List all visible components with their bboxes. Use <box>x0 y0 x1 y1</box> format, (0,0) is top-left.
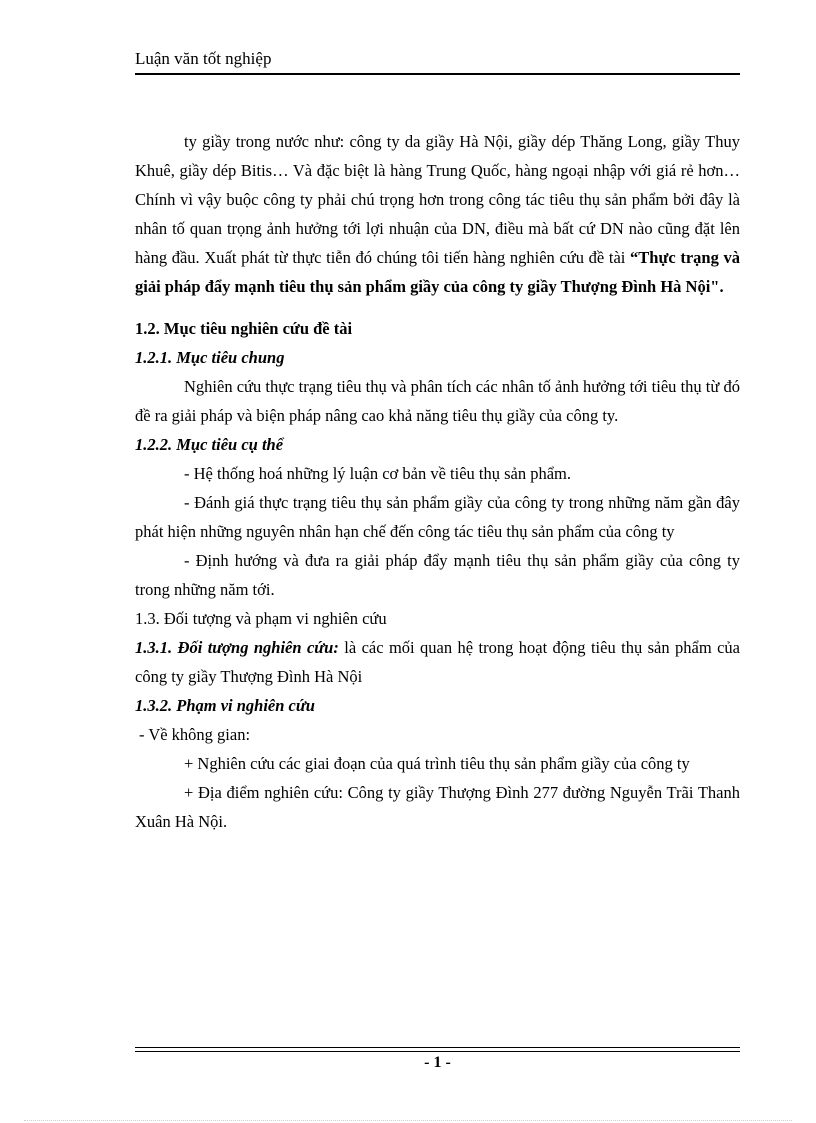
scope-item: + Nghiên cứu các giai đoạn của quá trình tiêu thụ sản phẩm giầy của công ty <box>184 754 690 773</box>
space-scope-label: - Về không gian: <box>139 725 251 744</box>
section-heading-1-2-1: 1.2.1. Mục tiêu chung <box>135 348 285 367</box>
research-subject-paragraph <box>135 633 740 691</box>
section-heading-1-3: 1.3. Đối tượng và phạm vi nghiên cứu <box>135 609 387 628</box>
page-edge-dotted-line <box>24 1120 792 1121</box>
objective-item: - Hệ thống hoá những lý luận cơ bản về tiêu thụ sản phẩm. <box>184 464 572 483</box>
intro-text: ty giầy trong nước như: công ty da giầy Hà Nội, giầy dép Thăng Long, giầy Thuy Khuê, giầy dép Bitis… Và đặc biệt là hàng Trung Quốc, hàng ngoại nhập với giá rẻ hơn… Chính vì vậy buộc công ty phải chú trọng hơn trong công tác tiêu thụ sản phẩm bởi đây là nhân tố quan trọng ảnh hưởng tới lợi nhuận của DN, điều mà bất cứ DN nào cũng đặt lên hàng đầu. Xuất phát từ thực tiễn đó chúng tôi tiến hàng nghiên cứu đề tài <box>135 132 740 267</box>
thesis-topic-title: “Thực trạng và giải pháp đẩy mạnh tiêu thụ sản phẩm giầy của công ty giầy Thượng Đình Hà Nội". <box>135 248 741 296</box>
footer-divider <box>135 1047 740 1052</box>
objective-item: - Định hướng và đưa ra giải pháp đẩy mạnh tiêu thụ sản phẩm giầy của công ty trong những năm tới. <box>135 551 740 599</box>
scope-item: + Địa điểm nghiên cứu: Công ty giầy Thượng Đình 277 đường Nguyễn Trãi Thanh Xuân Hà Nội. <box>135 783 740 831</box>
section-heading-1-2-2: 1.2.2. Mục tiêu cụ thể <box>135 435 284 454</box>
section-heading-1-3-2: 1.3.2. Phạm vi nghiên cứu <box>135 696 315 715</box>
objective-item: - Đánh giá thực trạng tiêu thụ sản phẩm giầy của công ty trong những năm gần đây phát hiện những nguyên nhân hạn chế đến công tác tiêu thụ sản phẩm của công ty <box>135 493 740 541</box>
research-subject-text: là các mối quan hệ trong hoạt động tiêu thụ sản phẩm của công ty giầy Thượng Đình Hà Nội <box>135 638 740 686</box>
intro-paragraph <box>135 127 740 301</box>
section-heading-1-3-1: 1.3.1. Đối tượng nghiên cứu: <box>135 638 339 657</box>
general-objective-paragraph: Nghiên cứu thực trạng tiêu thụ và phân tích các nhân tố ảnh hưởng tới tiêu thụ từ đó đề ra giải pháp và biện pháp nâng cao khả năng tiêu thụ giầy của công ty. <box>135 377 740 425</box>
page-number: - 1 - <box>424 1054 451 1071</box>
section-heading-1-2: 1.2. Mục tiêu nghiên cứu đề tài <box>135 319 353 338</box>
document-body <box>135 127 740 836</box>
page-header: Luận văn tốt nghiệp <box>135 48 740 75</box>
